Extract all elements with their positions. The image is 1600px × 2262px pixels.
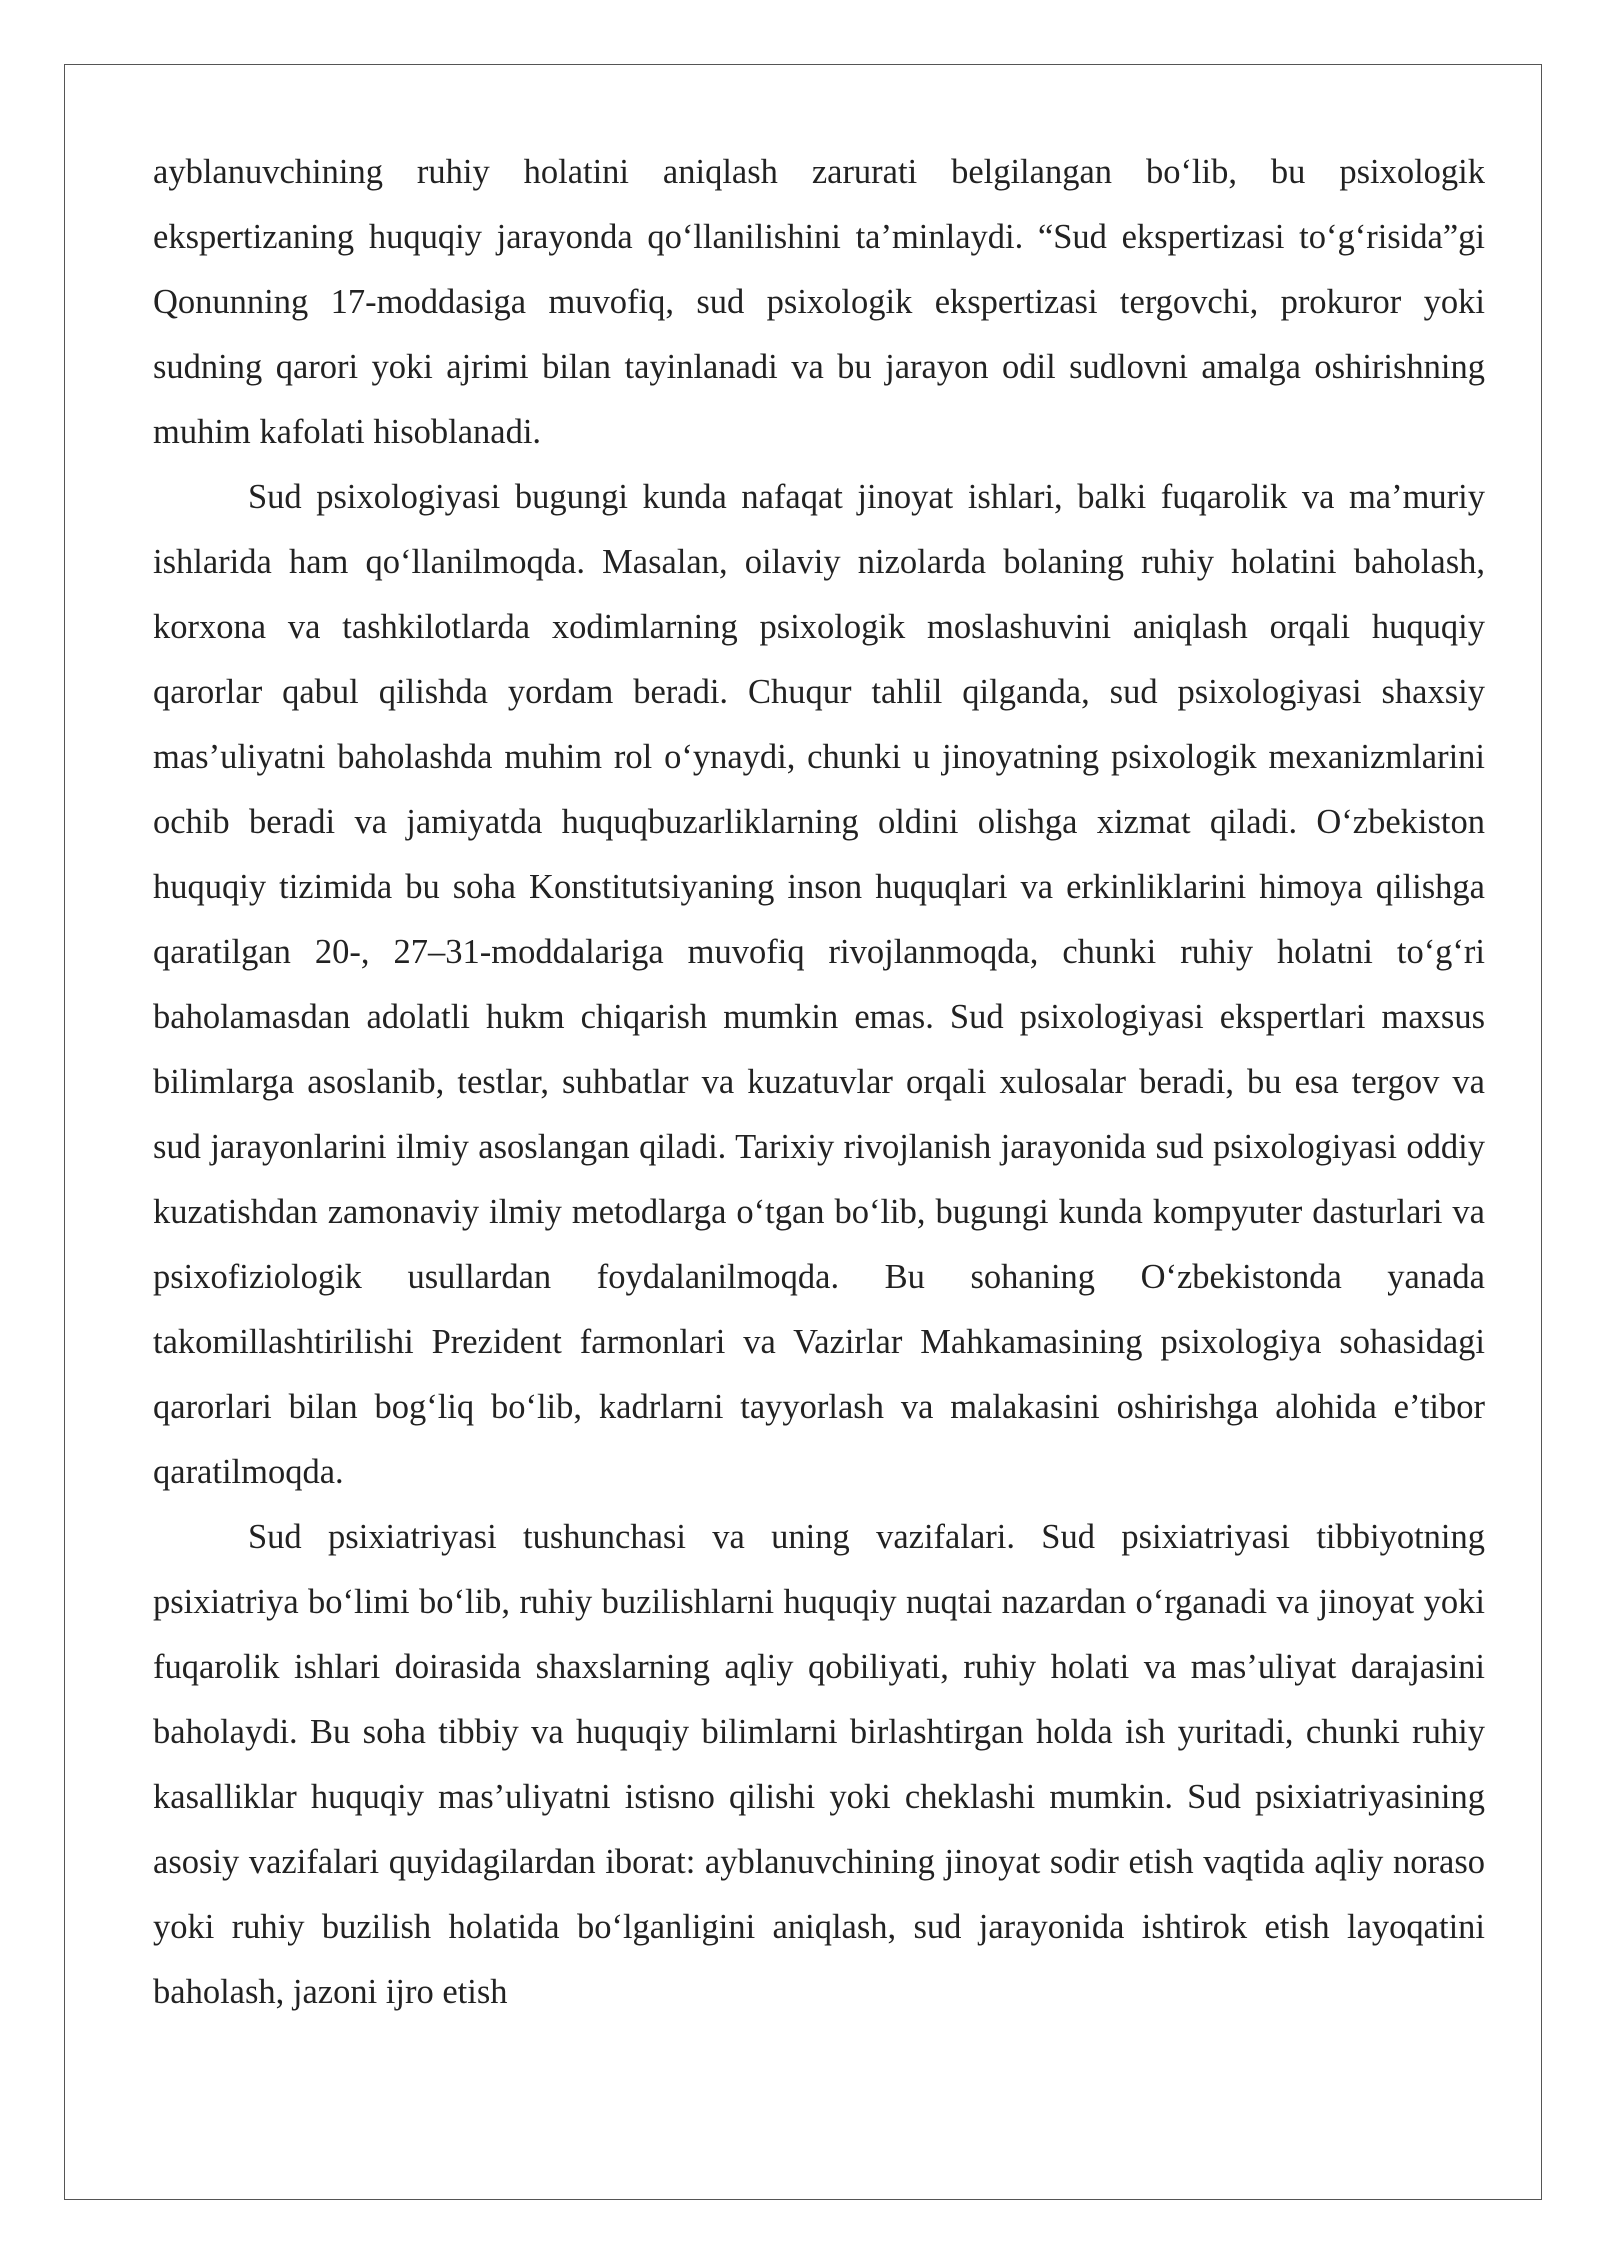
paragraph-3: Sud psixiatriyasi tushunchasi va uning vazifalari. Sud psixiatriyasi tibbiyotning psixiatriya bo‘limi bo‘lib, ruhiy buzilishlarni huquqiy nuqtai nazardan o‘rganadi va jinoyat yoki fuqarolik ishlari doirasida shaxslarning aqliy qobiliyati, ruhiy holati va mas’uliyat darajasini baholaydi. Bu soha tibbiy va huquqiy bilimlarni birlashtirgan holda ish yuritadi, chunki ruhiy kasalliklar huquqiy mas’uliyatni istisno qilishi yoki cheklashi mumkin. Sud psixiatriyasining asosiy vazifalari quyidagilardan iborat: ayblanuvchining jinoyat sodir etish vaqtida aqliy noraso yoki ruhiy buzilish holatida bo‘lganligini aniqlash, sud jarayonida ishtirok etish layoqatini baholash, jazoni ijro etish (153, 1518, 1485, 2011)
document-body (153, 140, 1485, 2025)
paragraph-2: Sud psixologiyasi bugungi kunda nafaqat jinoyat ishlari, balki fuqarolik va ma’muriy ishlarida ham qo‘llanilmoqda. Masalan, oilaviy nizolarda bolaning ruhiy holatini baholash, korxona va tashkilotlarda xodimlarning psixologik moslashuvini aniqlash orqali huquqiy qarorlar qabul qilishda yordam beradi. Chuqur tahlil qilganda, sud psixologiyasi shaxsiy mas’uliyatni baholashda muhim rol o‘ynaydi, chunki u jinoyatning psixologik mexanizmlarini ochib beradi va jamiyatda huquqbuzarliklarning oldini olishga xizmat qiladi. O‘zbekiston huquqiy tizimida bu soha Konstitutsiyaning inson huquqlari va erkinliklarini himoya qilishga qaratilgan 20-, 27–31-moddalariga muvofiq rivojlanmoqda, chunki ruhiy holatni to‘g‘ri baholamasdan adolatli hukm chiqarish mumkin emas. Sud psixologiyasi ekspertlari maxsus bilimlarga asoslanib, testlar, suhbatlar va kuzatuvlar orqali xulosalar beradi, bu esa tergov va sud jarayonlarini ilmiy asoslangan qiladi. Tarixiy rivojlanish jarayonida sud psixologiyasi oddiy kuzatishdan zamonaviy ilmiy metodlarga o‘tgan bo‘lib, bugungi kunda kompyuter dasturlari va psixofiziologik usullardan foydalanilmoqda. Bu sohaning O‘zbekistonda yanada takomillashtirilishi Prezident farmonlari va Vazirlar Mahkamasining psixologiya sohasidagi qarorlari bilan bog‘liq bo‘lib, kadrlarni tayyorlash va malakasini oshirishga alohida e’tibor qaratilmoqda. (153, 478, 1485, 1491)
paragraph-1: ayblanuvchining ruhiy holatini aniqlash zarurati belgilangan bo‘lib, bu psixologik ekspertizaning huquqiy jarayonda qo‘llanilishini ta’minlaydi. “Sud ekspertizasi to‘g‘risida”gi Qonunning 17-moddasiga muvofiq, sud psixologik ekspertizasi tergovchi, prokuror yoki sudning qarori yoki ajrimi bilan tayinlanadi va bu jarayon odil sudlovni amalga oshirishning muhim kafolati hisoblanadi. (153, 153, 1485, 451)
